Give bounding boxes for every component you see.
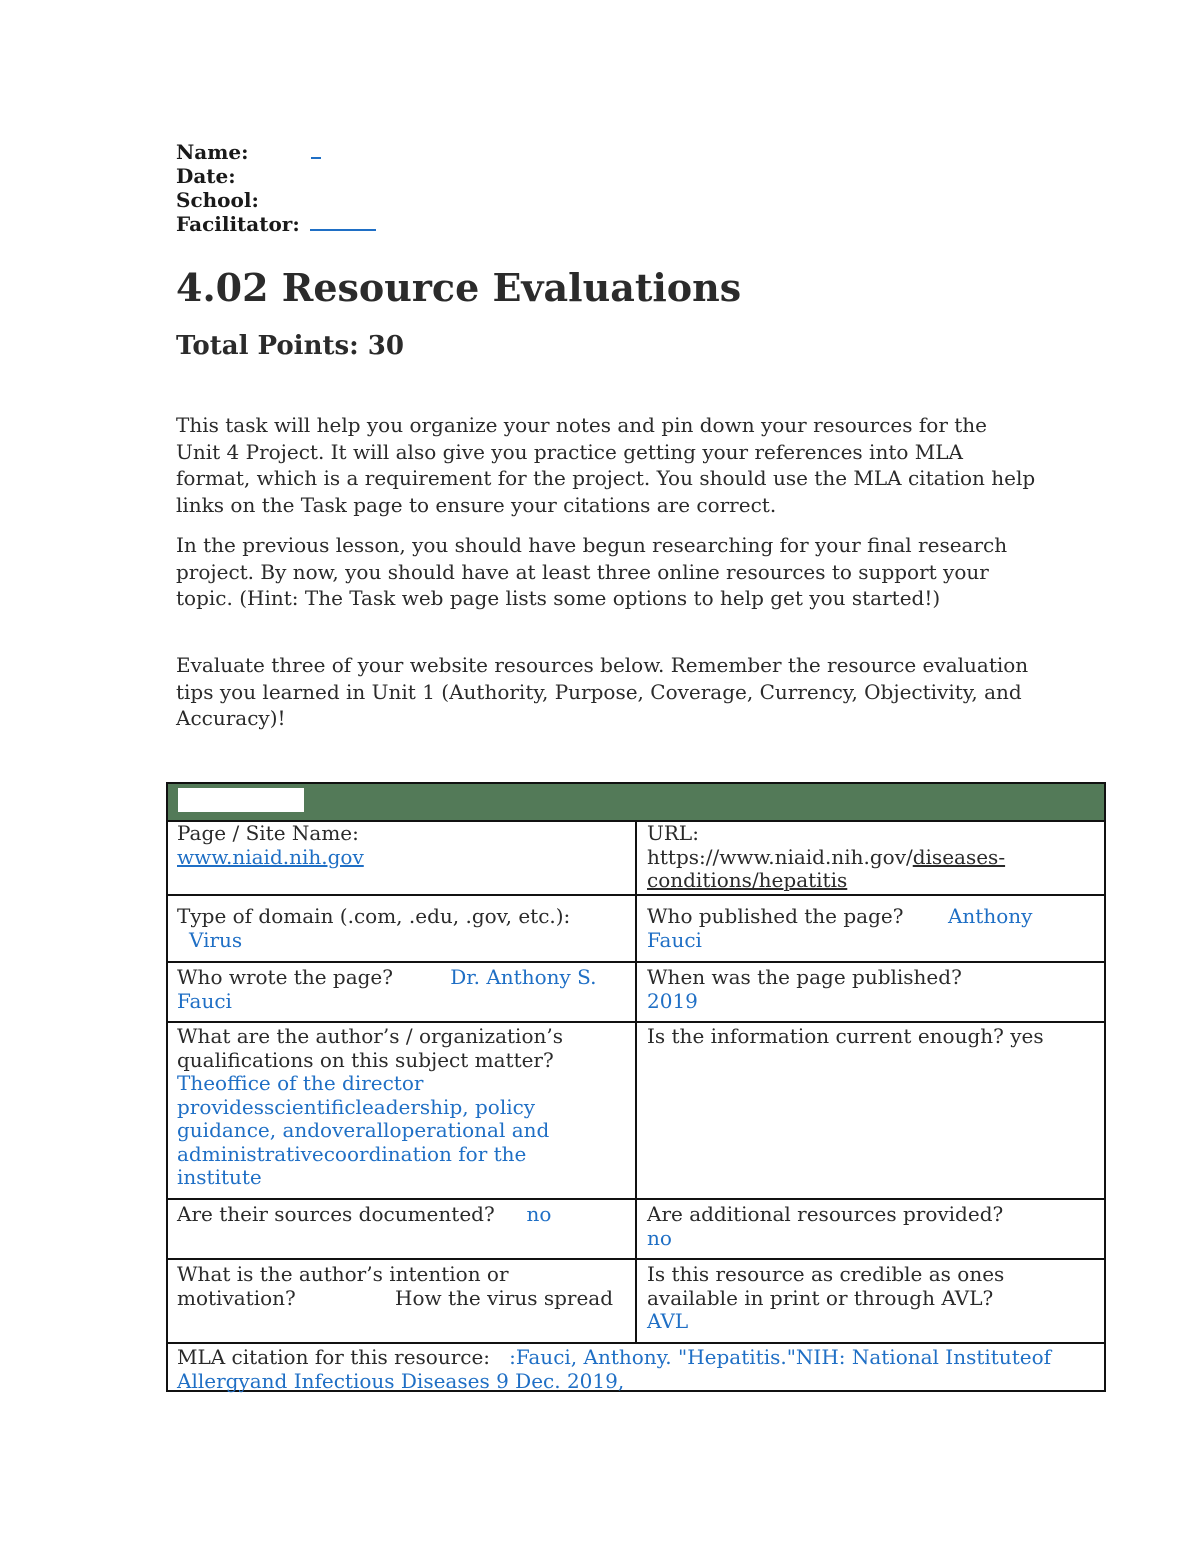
additional-cell (647, 1203, 1097, 1250)
date-label: Date: (176, 164, 236, 188)
research-paragraph: In the previous lesson, you should have begun researching for your final research project. By now, you should have at least three online resources to support your topic. (Hint: The Task web page lists some options to help get you started!) (176, 533, 1008, 611)
intention-cell (177, 1263, 629, 1310)
intro-paragraph: This task will help you organize your notes and pin down your resources for the Unit 4 Project. It will also give you practice getting your references into MLA format, which is a requirement for the project. You should use the MLA citation help links on the Task page to ensure your citations are correct. (176, 413, 1036, 518)
qualifications-value: Theoffice of the director providesscientificleadership, policy guidance, andoveralloperational and administrativecoordination for the institute (177, 1071, 550, 1189)
row-divider (168, 1342, 1106, 1344)
total-points: Total Points: 30 (176, 331, 404, 361)
qualifications-label: What are the author’s / organization’s qualifications on this subject matter? (177, 1024, 563, 1072)
author-cell (177, 966, 622, 1013)
credible-value: AVL (647, 1309, 689, 1333)
name-label: Name: (176, 140, 249, 164)
name-blank (311, 155, 321, 159)
author-value: Dr. Anthony S. Fauci (177, 965, 597, 1013)
credible-cell (647, 1263, 1047, 1334)
row-divider (168, 1258, 1106, 1260)
row-divider (168, 1198, 1106, 1200)
name-row (176, 140, 376, 164)
mla-label: MLA citation for this resource: (177, 1345, 491, 1369)
column-divider (635, 820, 637, 1342)
domain-label: Type of domain (.com, .edu, .gov, etc.): (177, 904, 571, 928)
additional-label: Are additional resources provided? (647, 1202, 1004, 1226)
qualifications-cell (177, 1025, 607, 1190)
author-label: Who wrote the page? (177, 965, 393, 989)
published-value: 2019 (647, 988, 698, 1013)
row-divider (168, 961, 1106, 963)
published-cell (647, 966, 1097, 1013)
mla-cell (177, 1346, 1057, 1393)
sources-label: Are their sources documented? (177, 1202, 495, 1226)
facilitator-blank (310, 227, 376, 231)
school-row (176, 188, 376, 212)
site-name-cell (177, 822, 629, 869)
row-divider (168, 894, 1106, 896)
site-name-link[interactable]: www.niaid.nih.gov (177, 844, 364, 869)
page-title: 4.02 Resource Evaluations (176, 265, 742, 310)
url-path: diseases-conditions/hepatitis (647, 844, 1006, 892)
url-label: URL: (647, 821, 699, 845)
sources-value: no (526, 1202, 552, 1226)
sources-cell (177, 1203, 629, 1227)
url-prefix: https://www.niaid.nih.gov/ (647, 844, 913, 869)
resource-evaluation-table (166, 782, 1106, 1392)
school-label: School: (176, 188, 259, 212)
mla-value: :Fauci, Anthony. "Hepatitis."NIH: National Instituteof Allergyand Infectious Diseases 9 Dec. 2019, (177, 1345, 1052, 1393)
url-cell (647, 822, 1097, 893)
publisher-label: Who published the page? (647, 904, 904, 928)
publisher-value: Anthony Fauci (647, 904, 1033, 952)
student-info-header (176, 140, 376, 236)
domain-value: Virus (189, 927, 243, 952)
url-value[interactable] (647, 846, 1097, 893)
row-divider (168, 1021, 1106, 1023)
site-name-label: Page / Site Name: (177, 821, 359, 845)
resource-tab-label (178, 788, 304, 812)
intention-label: What is the author’s intention or motivation? (177, 1262, 509, 1310)
current-label: Is the information current enough? (647, 1024, 1004, 1048)
instructions-paragraph: Evaluate three of your website resources below. Remember the resource evaluation tips you learned in Unit 1 (Authority, Purpose, Coverage, Currency, Objectivity, and Accuracy)! (176, 653, 1029, 731)
additional-value: no (647, 1225, 672, 1250)
current-value: yes (1010, 1024, 1044, 1048)
table-header-bar (168, 784, 1104, 822)
credible-label: Is this resource as credible as ones available in print or through AVL? (647, 1262, 1005, 1310)
published-label: When was the page published? (647, 965, 962, 989)
intention-value: How the virus spread (395, 1285, 614, 1310)
facilitator-row (176, 212, 376, 236)
date-row (176, 164, 376, 188)
domain-cell (177, 905, 629, 952)
current-cell (647, 1025, 1102, 1049)
publisher-cell (647, 905, 1087, 952)
facilitator-label: Facilitator: (176, 212, 300, 236)
